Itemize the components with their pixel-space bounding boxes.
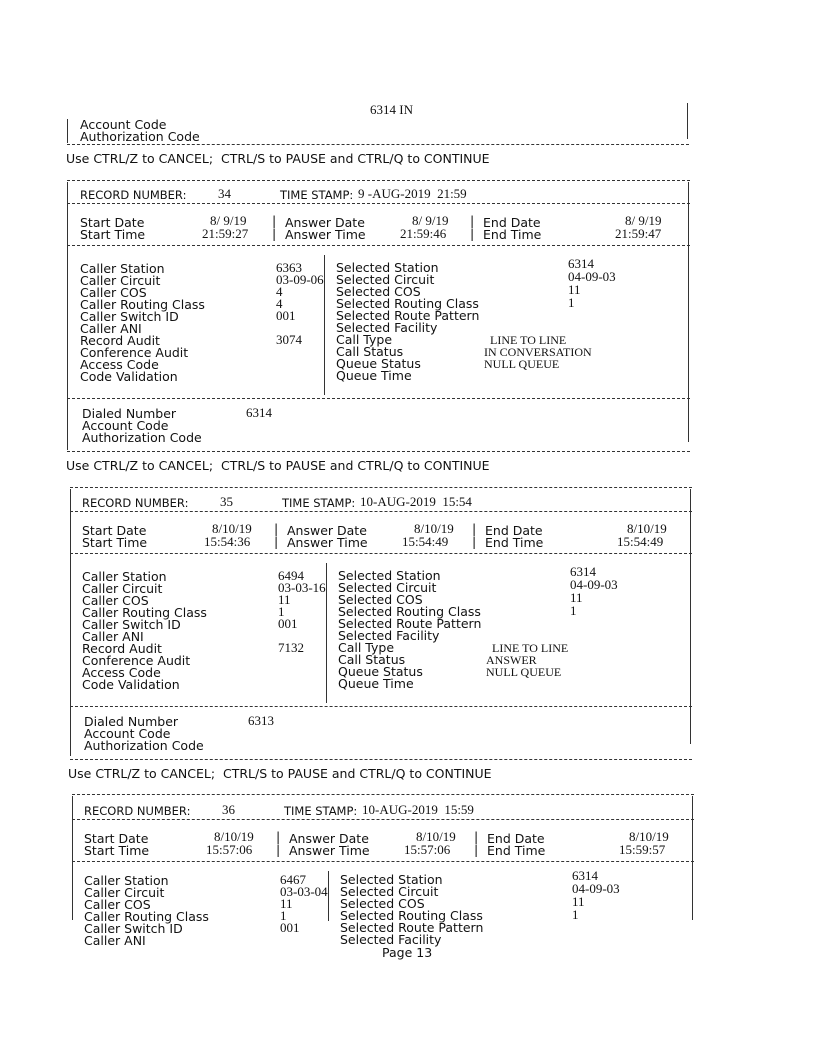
start-date: 8/10/19 [214, 829, 254, 844]
selected-routing-class-label: Selected Routing Class [338, 604, 481, 619]
control-hint: Use CTRL/Z to CANCEL; CTRL/S to PAUSE and CTRL/Q to CONTINUE [68, 766, 492, 781]
end-time: 15:59:57 [619, 842, 666, 857]
divider [70, 759, 692, 760]
caller-cos: 11 [280, 896, 293, 911]
selected-routing-class-label: Selected Routing Class [336, 296, 479, 311]
caller-cos: 4 [276, 284, 283, 299]
answer-date-label: Answer Date [285, 215, 365, 230]
call-status: ANSWER [486, 653, 537, 667]
caller-routing-class: 1 [280, 908, 287, 923]
answer-date-label: Answer Date [287, 523, 367, 538]
col-sep: | [474, 829, 479, 844]
divider [70, 487, 692, 488]
caller-circuit-label: Caller Circuit [82, 581, 163, 596]
answer-time-label: Answer Time [289, 843, 370, 858]
selected-route-pattern-label: Selected Route Pattern [338, 616, 482, 631]
call-type: LINE TO LINE [492, 641, 569, 655]
account-code-label: Account Code [82, 418, 169, 433]
code-validation-label: Code Validation [80, 369, 178, 384]
header-line: 6314 IN [370, 102, 413, 117]
selected-route-pattern-label: Selected Route Pattern [340, 920, 484, 935]
selected-circuit-label: Selected Circuit [336, 272, 435, 287]
caller-circuit-label: Caller Circuit [84, 885, 165, 900]
caller-routing-class-label: Caller Routing Class [82, 605, 207, 620]
divider [70, 706, 692, 707]
selected-cos-label: Selected COS [340, 896, 425, 911]
dialed-number-label: Dialed Number [82, 406, 177, 421]
selected-circuit: 04-09-03 [572, 881, 620, 896]
record-audit: 3074 [276, 332, 302, 347]
border-left [70, 489, 71, 756]
col-sep: | [272, 213, 277, 228]
selected-circuit-label: Selected Circuit [338, 580, 437, 595]
code-validation-label: Code Validation [82, 677, 180, 692]
caller-switch-id: 001 [280, 920, 300, 935]
divider [72, 819, 694, 820]
selected-route-pattern-label: Selected Route Pattern [336, 308, 480, 323]
authorization-code-label: Authorization Code [82, 430, 202, 445]
time-stamp-label: TIME STAMP: [280, 188, 354, 202]
start-date-label: Start Date [80, 215, 145, 230]
caller-ani-label: Caller ANI [80, 321, 142, 336]
border-left [72, 796, 73, 920]
caller-switch-id: 001 [276, 308, 296, 323]
call-type: LINE TO LINE [490, 333, 567, 347]
selected-facility-label: Selected Facility [336, 320, 438, 335]
call-status-label: Call Status [338, 652, 406, 667]
selected-station-label: Selected Station [340, 872, 443, 887]
column-divider [326, 563, 327, 703]
page-number: Page 13 [382, 945, 433, 960]
column-divider [324, 255, 325, 395]
selected-routing-class: 1 [570, 603, 577, 618]
divider [67, 245, 690, 246]
end-time: 21:59:47 [615, 226, 662, 241]
col-sep: | [472, 534, 477, 549]
border-right [692, 796, 693, 920]
start-time: 21:59:27 [202, 226, 249, 241]
record-audit-label: Record Audit [80, 333, 160, 348]
conference-audit-label: Conference Audit [82, 653, 191, 668]
divider [72, 794, 694, 795]
divider [67, 203, 690, 204]
col-sep: | [276, 842, 281, 857]
end-time: 15:54:49 [617, 534, 664, 549]
border-left [67, 182, 68, 450]
selected-routing-class-label: Selected Routing Class [340, 908, 483, 923]
border-right [687, 103, 688, 139]
divider [67, 398, 690, 399]
caller-station-label: Caller Station [84, 873, 169, 888]
caller-circuit: 03-03-16 [278, 580, 326, 595]
caller-ani-label: Caller ANI [84, 933, 146, 948]
dialed-number: 6314 [246, 405, 272, 420]
time-stamp-label: TIME STAMP: [284, 804, 358, 818]
selected-cos-label: Selected COS [338, 592, 423, 607]
caller-station: 6494 [278, 568, 304, 583]
queue-status: NULL QUEUE [484, 357, 560, 371]
caller-station-label: Caller Station [82, 569, 167, 584]
call-type-label: Call Type [336, 332, 393, 347]
selected-cos: 11 [572, 894, 585, 909]
end-time-label: End Time [485, 535, 544, 550]
caller-station: 6363 [276, 260, 302, 275]
end-date: 8/10/19 [629, 829, 669, 844]
caller-switch-id: 001 [278, 616, 298, 631]
selected-routing-class: 1 [568, 295, 575, 310]
call-status: IN CONVERSATION [484, 345, 592, 359]
end-date-label: End Date [483, 215, 541, 230]
end-date-label: End Date [485, 523, 543, 538]
caller-routing-class-label: Caller Routing Class [80, 297, 205, 312]
selected-station: 6314 [572, 868, 598, 883]
selected-cos: 11 [568, 282, 581, 297]
caller-station: 6467 [280, 872, 306, 887]
queue-status: NULL QUEUE [486, 665, 562, 679]
time-stamp: 10-AUG-2019 15:54 [360, 494, 472, 509]
call-status-label: Call Status [336, 344, 404, 359]
caller-cos-label: Caller COS [82, 593, 149, 608]
caller-routing-class: 4 [276, 296, 283, 311]
caller-routing-class-label: Caller Routing Class [84, 909, 209, 924]
col-sep: | [470, 226, 475, 241]
record-number: 36 [222, 802, 235, 817]
selected-station-label: Selected Station [336, 260, 439, 275]
answer-date: 8/10/19 [414, 521, 454, 536]
start-time: 15:57:06 [206, 842, 253, 857]
column-divider [328, 871, 329, 921]
end-date: 8/10/19 [627, 521, 667, 536]
answer-time: 15:57:06 [404, 842, 451, 857]
caller-switch-id-label: Caller Switch ID [80, 309, 179, 324]
col-sep: | [470, 213, 475, 228]
record-number-label: RECORD NUMBER: [82, 496, 189, 510]
queue-status-label: Queue Status [336, 356, 421, 371]
caller-circuit: 03-09-06 [276, 272, 324, 287]
col-sep: | [274, 521, 279, 536]
selected-cos: 11 [570, 590, 583, 605]
queue-status-label: Queue Status [338, 664, 423, 679]
record-number: 34 [218, 186, 231, 201]
dialed-number: 6313 [248, 713, 274, 728]
caller-switch-id-label: Caller Switch ID [84, 921, 183, 936]
start-date: 8/ 9/19 [210, 213, 247, 228]
record-audit: 7132 [278, 640, 304, 655]
selected-circuit: 04-09-03 [570, 577, 618, 592]
time-stamp: 9 -AUG-2019 21:59 [358, 186, 467, 201]
start-time-label: Start Time [84, 843, 150, 858]
start-time: 15:54:36 [204, 534, 251, 549]
start-date-label: Start Date [84, 831, 149, 846]
caller-cos: 11 [278, 592, 291, 607]
selected-circuit-label: Selected Circuit [340, 884, 439, 899]
answer-time: 15:54:49 [402, 534, 449, 549]
start-date: 8/10/19 [212, 521, 252, 536]
col-sep: | [474, 842, 479, 857]
top-account-code: Account Code [80, 117, 167, 132]
dialed-number-label: Dialed Number [84, 714, 179, 729]
col-sep: | [276, 829, 281, 844]
access-code-label: Access Code [80, 357, 159, 372]
control-hint: Use CTRL/Z to CANCEL; CTRL/S to PAUSE and CTRL/Q to CONTINUE [66, 458, 490, 473]
start-time-label: Start Time [82, 535, 148, 550]
answer-date-label: Answer Date [289, 831, 369, 846]
record-number-label: RECORD NUMBER: [80, 188, 187, 202]
authorization-code-label: Authorization Code [84, 738, 204, 753]
answer-time-label: Answer Time [285, 227, 366, 242]
end-date: 8/ 9/19 [625, 213, 662, 228]
selected-facility-label: Selected Facility [340, 932, 442, 947]
queue-time-label: Queue Time [338, 676, 414, 691]
conference-audit-label: Conference Audit [80, 345, 189, 360]
caller-station-label: Caller Station [80, 261, 165, 276]
selected-station-label: Selected Station [338, 568, 441, 583]
end-time-label: End Time [483, 227, 542, 242]
border-right [688, 182, 689, 442]
time-stamp-label: TIME STAMP: [282, 496, 356, 510]
col-sep: | [272, 226, 277, 241]
access-code-label: Access Code [82, 665, 161, 680]
divider [70, 553, 692, 554]
start-date-label: Start Date [82, 523, 147, 538]
end-date-label: End Date [487, 831, 545, 846]
start-time-label: Start Time [80, 227, 146, 242]
selected-routing-class: 1 [572, 907, 579, 922]
account-code-label: Account Code [84, 726, 171, 741]
divider [67, 451, 690, 452]
col-sep: | [472, 521, 477, 536]
end-time-label: End Time [487, 843, 546, 858]
control-hint: Use CTRL/Z to CANCEL; CTRL/S to PAUSE and CTRL/Q to CONTINUE [66, 151, 490, 166]
selected-station: 6314 [570, 564, 596, 579]
caller-cos-label: Caller COS [84, 897, 151, 912]
top-authorization-code: Authorization Code [80, 129, 200, 144]
divider [70, 511, 692, 512]
answer-date: 8/ 9/19 [412, 213, 449, 228]
answer-time-label: Answer Time [287, 535, 368, 550]
caller-switch-id-label: Caller Switch ID [82, 617, 181, 632]
border-left [67, 119, 68, 143]
divider [72, 861, 694, 862]
caller-circuit-label: Caller Circuit [80, 273, 161, 288]
divider [67, 180, 690, 181]
call-type-label: Call Type [338, 640, 395, 655]
record-audit-label: Record Audit [82, 641, 162, 656]
queue-time-label: Queue Time [336, 368, 412, 383]
caller-routing-class: 1 [278, 604, 285, 619]
selected-facility-label: Selected Facility [338, 628, 440, 643]
record-number: 35 [220, 494, 233, 509]
col-sep: | [274, 534, 279, 549]
caller-circuit: 03-03-04 [280, 884, 328, 899]
selected-cos-label: Selected COS [336, 284, 421, 299]
divider [67, 144, 689, 145]
answer-date: 8/10/19 [416, 829, 456, 844]
answer-time: 21:59:46 [400, 226, 447, 241]
selected-station: 6314 [568, 256, 594, 271]
record-number-label: RECORD NUMBER: [84, 804, 191, 818]
caller-cos-label: Caller COS [80, 285, 147, 300]
time-stamp: 10-AUG-2019 15:59 [362, 802, 474, 817]
caller-ani-label: Caller ANI [82, 629, 144, 644]
selected-circuit: 04-09-03 [568, 269, 616, 284]
